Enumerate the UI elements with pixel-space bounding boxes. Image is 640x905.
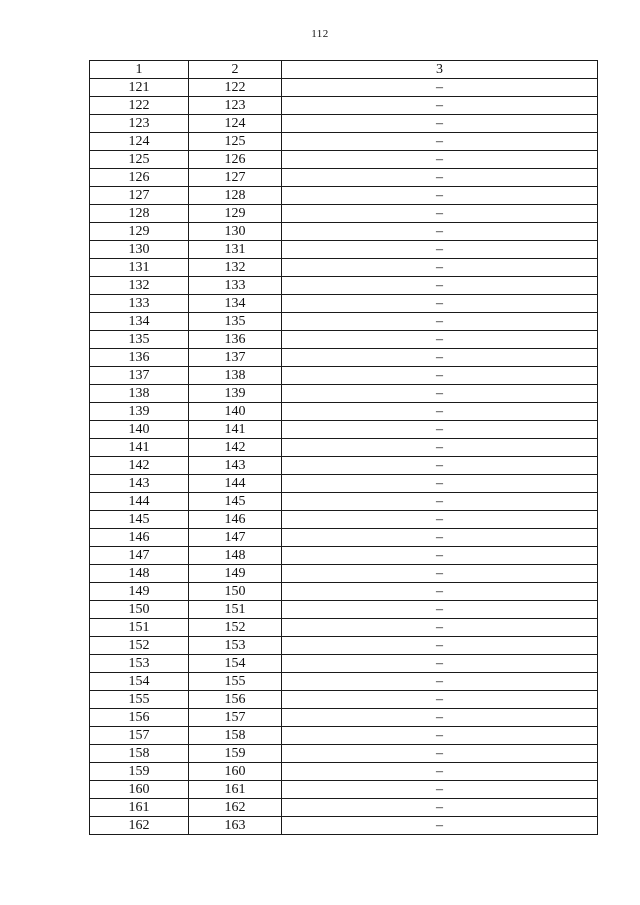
table-row (90, 799, 598, 817)
table-row (90, 97, 598, 115)
table-cell-col-3: – (282, 313, 598, 331)
table-cell-col-3: – (282, 655, 598, 673)
table-row (90, 385, 598, 403)
table-cell-col-3: – (282, 763, 598, 781)
table-cell-col-1: 140 (90, 421, 189, 439)
table-cell-col-3: – (282, 205, 598, 223)
table-cell-col-1: 121 (90, 79, 189, 97)
table-cell-col-2: 159 (189, 745, 282, 763)
table-cell-col-1: 133 (90, 295, 189, 313)
table-cell-col-3: – (282, 529, 598, 547)
table-cell-col-1: 144 (90, 493, 189, 511)
table-cell-col-2: 163 (189, 817, 282, 835)
table-cell-col-3: – (282, 583, 598, 601)
table-cell-col-2: 139 (189, 385, 282, 403)
table-cell-col-3: – (282, 241, 598, 259)
table-cell-col-1: 145 (90, 511, 189, 529)
table-cell-col-1: 123 (90, 115, 189, 133)
table-cell-col-1: 132 (90, 277, 189, 295)
table-row (90, 115, 598, 133)
table-cell-col-1: 130 (90, 241, 189, 259)
table-cell-col-1: 136 (90, 349, 189, 367)
table-row (90, 637, 598, 655)
table-row (90, 709, 598, 727)
table-cell-col-1: 159 (90, 763, 189, 781)
table-cell-col-3: – (282, 169, 598, 187)
table-cell-col-2: 125 (189, 133, 282, 151)
table-cell-col-1: 129 (90, 223, 189, 241)
table-cell-col-2: 141 (189, 421, 282, 439)
table-cell-col-1: 137 (90, 367, 189, 385)
table-cell-col-2: 155 (189, 673, 282, 691)
table-row (90, 169, 598, 187)
table-cell-col-1: 127 (90, 187, 189, 205)
table-cell-col-3: – (282, 331, 598, 349)
table-cell-col-2: 142 (189, 439, 282, 457)
table-cell-col-3: – (282, 349, 598, 367)
table-cell-col-2: 128 (189, 187, 282, 205)
table-cell-col-3: – (282, 97, 598, 115)
table-cell-col-3: – (282, 673, 598, 691)
table-row (90, 511, 598, 529)
table-cell-col-2: 148 (189, 547, 282, 565)
table-cell-col-3: – (282, 493, 598, 511)
table-cell-col-1: 128 (90, 205, 189, 223)
table-cell-col-3: – (282, 565, 598, 583)
column-header-1: 1 (90, 61, 189, 79)
table-cell-col-2: 126 (189, 151, 282, 169)
table-cell-col-3: – (282, 277, 598, 295)
table-cell-col-3: – (282, 385, 598, 403)
table-cell-col-3: – (282, 79, 598, 97)
table-cell-col-2: 151 (189, 601, 282, 619)
table-cell-col-1: 124 (90, 133, 189, 151)
table-cell-col-1: 151 (90, 619, 189, 637)
table-row (90, 601, 598, 619)
table-row (90, 673, 598, 691)
table-header (90, 61, 598, 79)
table-cell-col-2: 129 (189, 205, 282, 223)
table-cell-col-3: – (282, 151, 598, 169)
table-row (90, 277, 598, 295)
table-cell-col-3: – (282, 799, 598, 817)
table-cell-col-3: – (282, 115, 598, 133)
table-row (90, 529, 598, 547)
table-row (90, 727, 598, 745)
table-row (90, 817, 598, 835)
table-cell-col-2: 133 (189, 277, 282, 295)
table-row (90, 79, 598, 97)
table-cell-col-2: 160 (189, 763, 282, 781)
table-body (90, 79, 598, 835)
table-row (90, 493, 598, 511)
table-cell-col-1: 155 (90, 691, 189, 709)
table-cell-col-2: 149 (189, 565, 282, 583)
table-cell-col-1: 154 (90, 673, 189, 691)
table-cell-col-1: 152 (90, 637, 189, 655)
table-cell-col-2: 124 (189, 115, 282, 133)
table-cell-col-3: – (282, 619, 598, 637)
table-cell-col-3: – (282, 511, 598, 529)
table-row (90, 421, 598, 439)
table-cell-col-1: 148 (90, 565, 189, 583)
table-row (90, 187, 598, 205)
table-cell-col-3: – (282, 421, 598, 439)
table-cell-col-2: 123 (189, 97, 282, 115)
table-cell-col-2: 162 (189, 799, 282, 817)
table-cell-col-3: – (282, 295, 598, 313)
table-cell-col-3: – (282, 727, 598, 745)
table-cell-col-2: 130 (189, 223, 282, 241)
table-row (90, 403, 598, 421)
table-row (90, 205, 598, 223)
table-cell-col-2: 122 (189, 79, 282, 97)
table-row (90, 745, 598, 763)
table-row (90, 763, 598, 781)
table-row (90, 151, 598, 169)
table-row (90, 691, 598, 709)
table-cell-col-3: – (282, 367, 598, 385)
table-cell-col-2: 138 (189, 367, 282, 385)
table-cell-col-2: 131 (189, 241, 282, 259)
table-cell-col-2: 145 (189, 493, 282, 511)
table-cell-col-3: – (282, 781, 598, 799)
table-cell-col-1: 149 (90, 583, 189, 601)
table-row (90, 295, 598, 313)
table-cell-col-1: 147 (90, 547, 189, 565)
table-row (90, 133, 598, 151)
table-cell-col-3: – (282, 475, 598, 493)
header-row (90, 61, 598, 79)
table-cell-col-1: 131 (90, 259, 189, 277)
table-row (90, 439, 598, 457)
table-cell-col-2: 157 (189, 709, 282, 727)
table-cell-col-3: – (282, 601, 598, 619)
table-cell-col-2: 136 (189, 331, 282, 349)
table-cell-col-1: 143 (90, 475, 189, 493)
table-cell-col-2: 127 (189, 169, 282, 187)
table-cell-col-1: 125 (90, 151, 189, 169)
column-header-2: 2 (189, 61, 282, 79)
table-cell-col-2: 150 (189, 583, 282, 601)
table-row (90, 241, 598, 259)
page-number: 112 (311, 28, 329, 40)
table-cell-col-1: 142 (90, 457, 189, 475)
table-row (90, 565, 598, 583)
table-cell-col-2: 156 (189, 691, 282, 709)
table-cell-col-1: 156 (90, 709, 189, 727)
table-cell-col-1: 139 (90, 403, 189, 421)
table-cell-col-2: 140 (189, 403, 282, 421)
table-cell-col-3: – (282, 709, 598, 727)
table-cell-col-2: 146 (189, 511, 282, 529)
table-row (90, 781, 598, 799)
table-cell-col-3: – (282, 457, 598, 475)
table-cell-col-3: – (282, 133, 598, 151)
table-cell-col-2: 132 (189, 259, 282, 277)
table-cell-col-3: – (282, 745, 598, 763)
table-row (90, 331, 598, 349)
table-cell-col-3: – (282, 403, 598, 421)
table-cell-col-3: – (282, 439, 598, 457)
table-row (90, 619, 598, 637)
table-cell-col-3: – (282, 187, 598, 205)
table-row (90, 583, 598, 601)
data-table (89, 60, 598, 835)
table-row (90, 349, 598, 367)
table-cell-col-1: 158 (90, 745, 189, 763)
table-cell-col-3: – (282, 691, 598, 709)
table-cell-col-1: 134 (90, 313, 189, 331)
table-cell-col-1: 141 (90, 439, 189, 457)
table-cell-col-2: 158 (189, 727, 282, 745)
table-cell-col-2: 144 (189, 475, 282, 493)
table-cell-col-1: 135 (90, 331, 189, 349)
table-cell-col-2: 161 (189, 781, 282, 799)
table-cell-col-2: 154 (189, 655, 282, 673)
table-cell-col-1: 138 (90, 385, 189, 403)
table-cell-col-3: – (282, 637, 598, 655)
table-row (90, 259, 598, 277)
table-cell-col-1: 162 (90, 817, 189, 835)
table-cell-col-2: 147 (189, 529, 282, 547)
table-cell-col-3: – (282, 817, 598, 835)
table-cell-col-2: 153 (189, 637, 282, 655)
table-cell-col-1: 122 (90, 97, 189, 115)
table-row (90, 367, 598, 385)
table-cell-col-1: 150 (90, 601, 189, 619)
table-row (90, 655, 598, 673)
table-cell-col-1: 160 (90, 781, 189, 799)
table-cell-col-2: 135 (189, 313, 282, 331)
table-cell-col-1: 146 (90, 529, 189, 547)
table-row (90, 457, 598, 475)
table-cell-col-3: – (282, 223, 598, 241)
column-header-3: 3 (282, 61, 598, 79)
table-row (90, 223, 598, 241)
table-cell-col-2: 134 (189, 295, 282, 313)
table-cell-col-2: 143 (189, 457, 282, 475)
table-cell-col-3: – (282, 547, 598, 565)
table-cell-col-1: 153 (90, 655, 189, 673)
table-row (90, 313, 598, 331)
table-cell-col-2: 137 (189, 349, 282, 367)
table-cell-col-1: 161 (90, 799, 189, 817)
table-cell-col-2: 152 (189, 619, 282, 637)
table-row (90, 547, 598, 565)
table-cell-col-1: 126 (90, 169, 189, 187)
table-row (90, 475, 598, 493)
table-cell-col-3: – (282, 259, 598, 277)
table-cell-col-1: 157 (90, 727, 189, 745)
